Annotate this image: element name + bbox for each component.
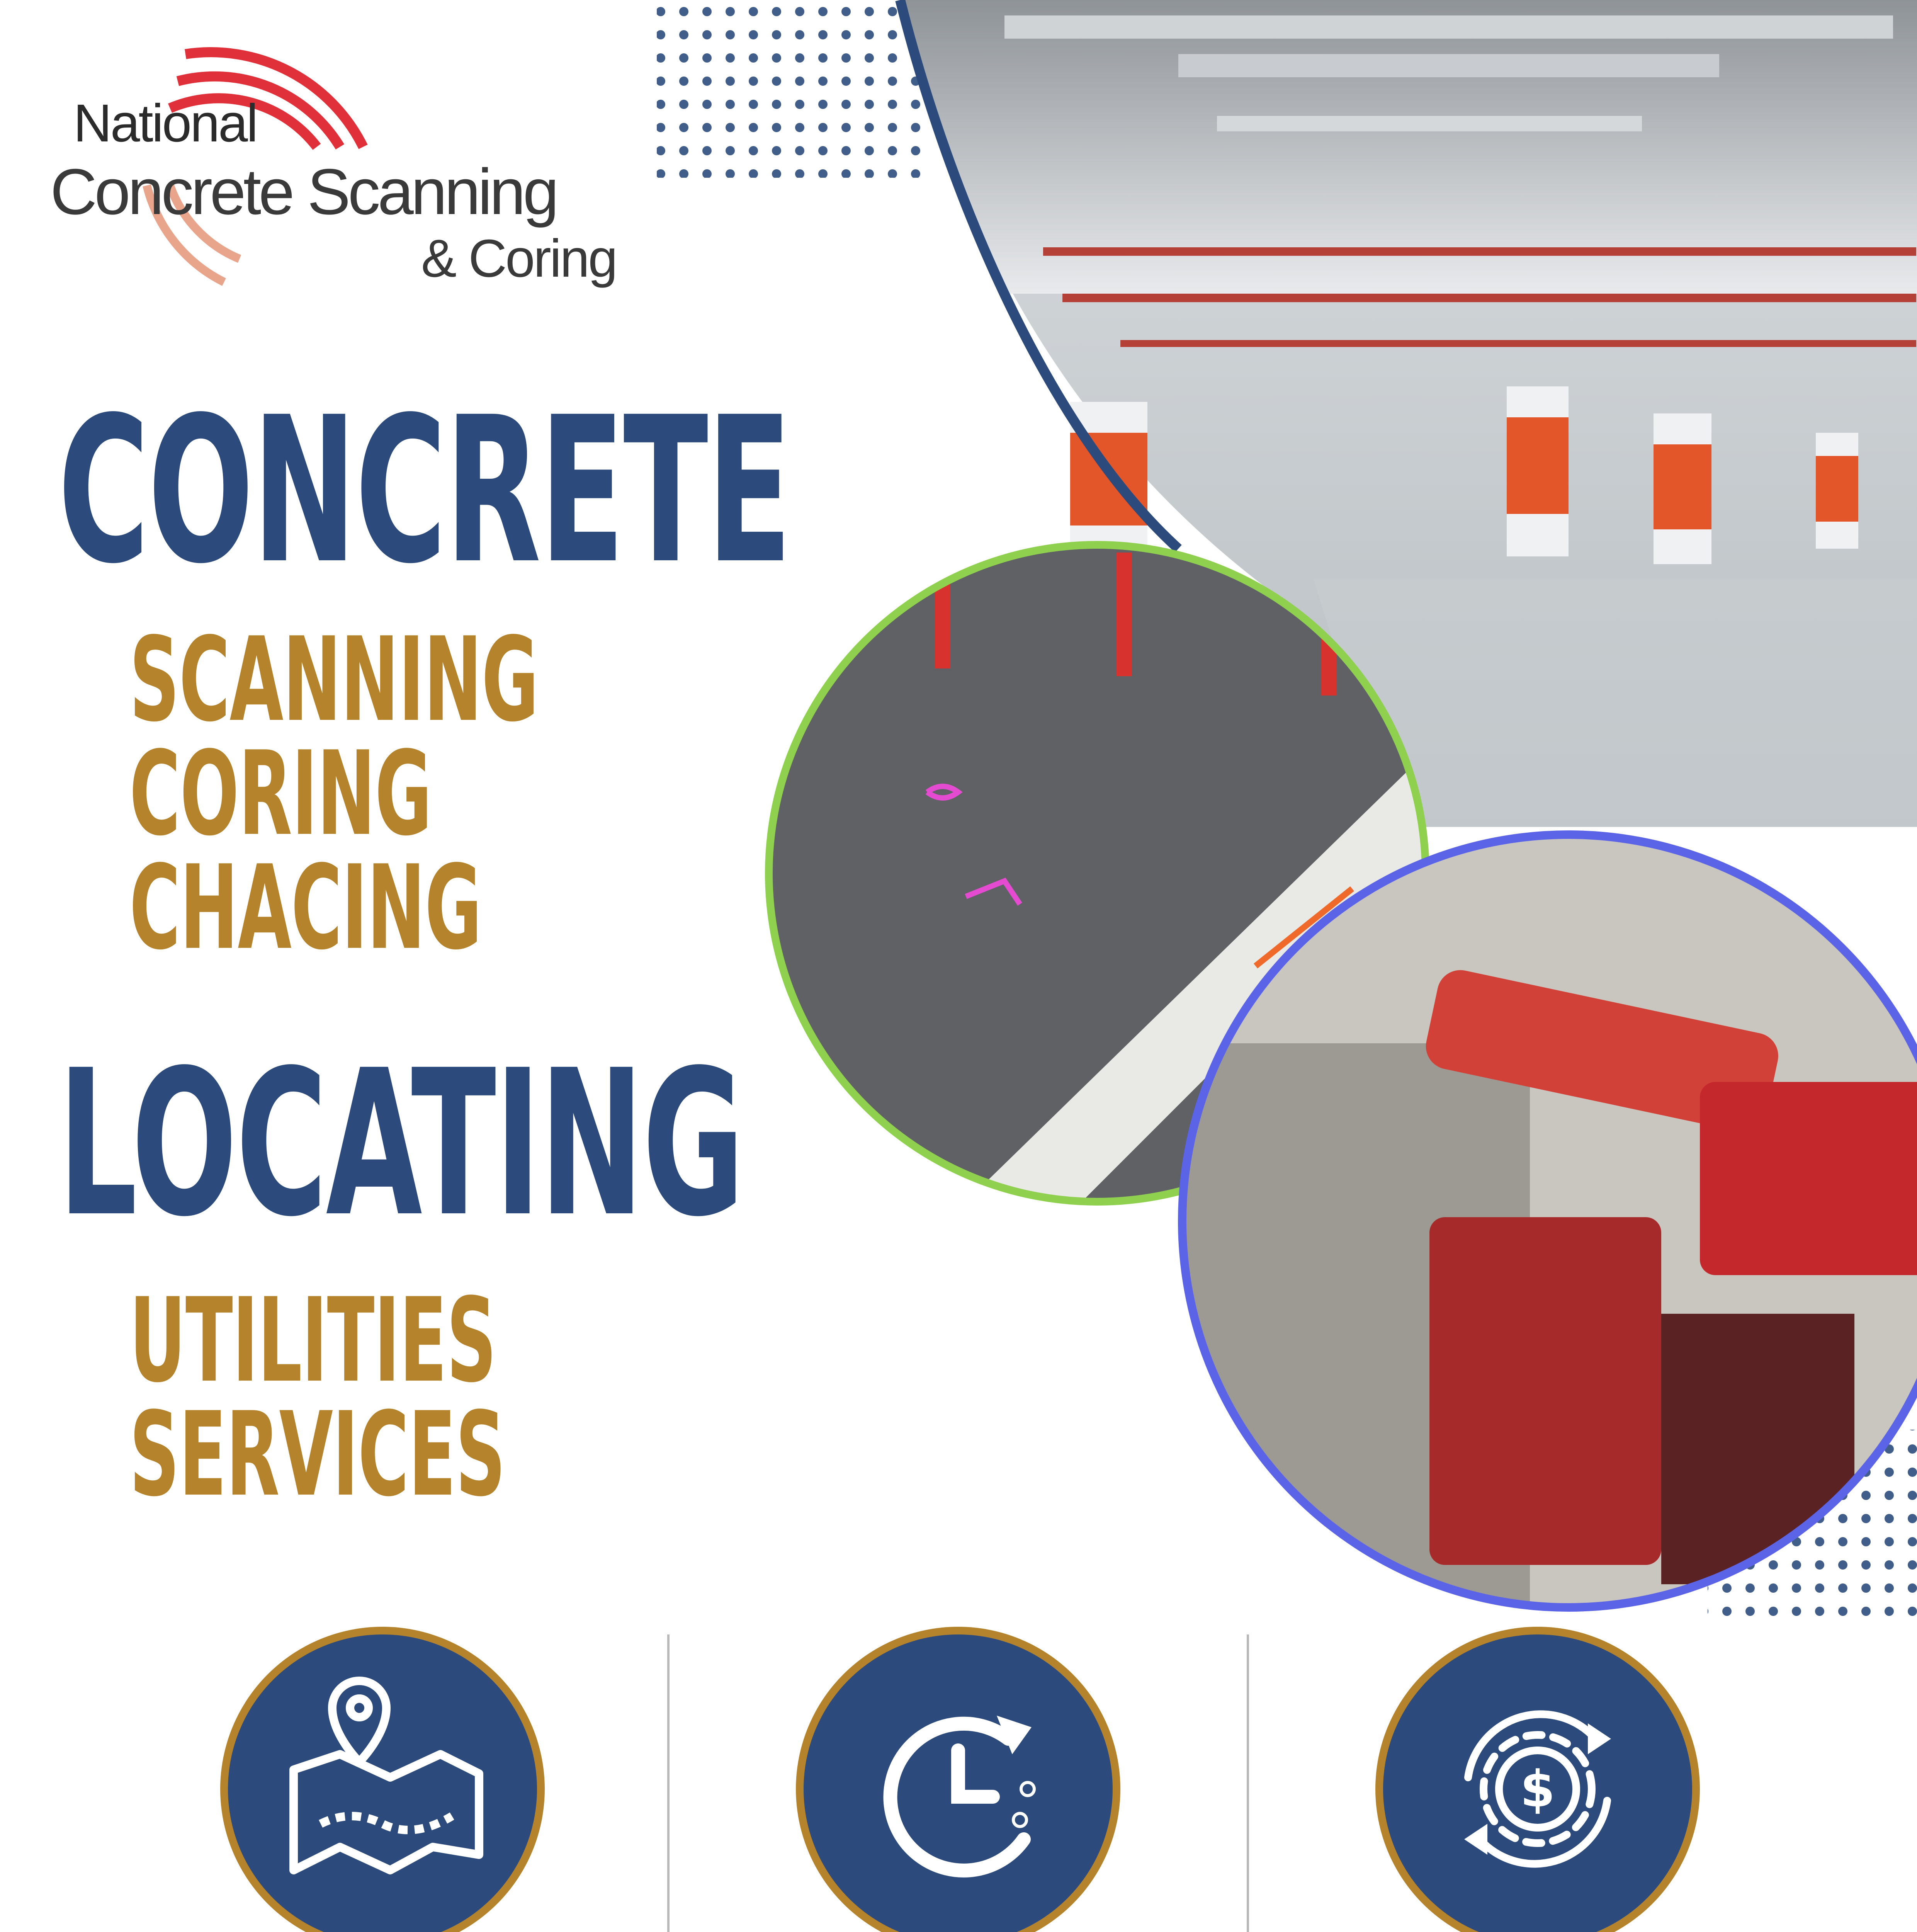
service-services: SERVICES (129, 1387, 505, 1522)
clock-refresh-icon (792, 1623, 1124, 1932)
logo-line-concrete-scanning: Concrete Scanning (50, 155, 556, 228)
service-scanning: SCANNING (129, 612, 539, 747)
logo-line-coring: & Coring (421, 229, 616, 288)
column-divider (1247, 1634, 1249, 1932)
core-drill-photo (1182, 835, 1917, 1607)
company-logo (23, 19, 626, 290)
headline-locating: LOCATING (58, 1027, 743, 1261)
dollar-gear-cycle-icon (1371, 1623, 1704, 1932)
service-coring: CORING (129, 726, 432, 861)
service-chacing: CHACING (129, 840, 482, 975)
svg-text:$: $ (1520, 1760, 1555, 1818)
column-divider (667, 1634, 670, 1932)
service-utilities: UTILITIES (129, 1273, 496, 1408)
headline-concrete: CONCRETE (58, 374, 790, 608)
dot-pattern-top (657, 0, 927, 178)
logo-line-national: National (73, 94, 257, 153)
map-pin-icon (216, 1623, 549, 1932)
